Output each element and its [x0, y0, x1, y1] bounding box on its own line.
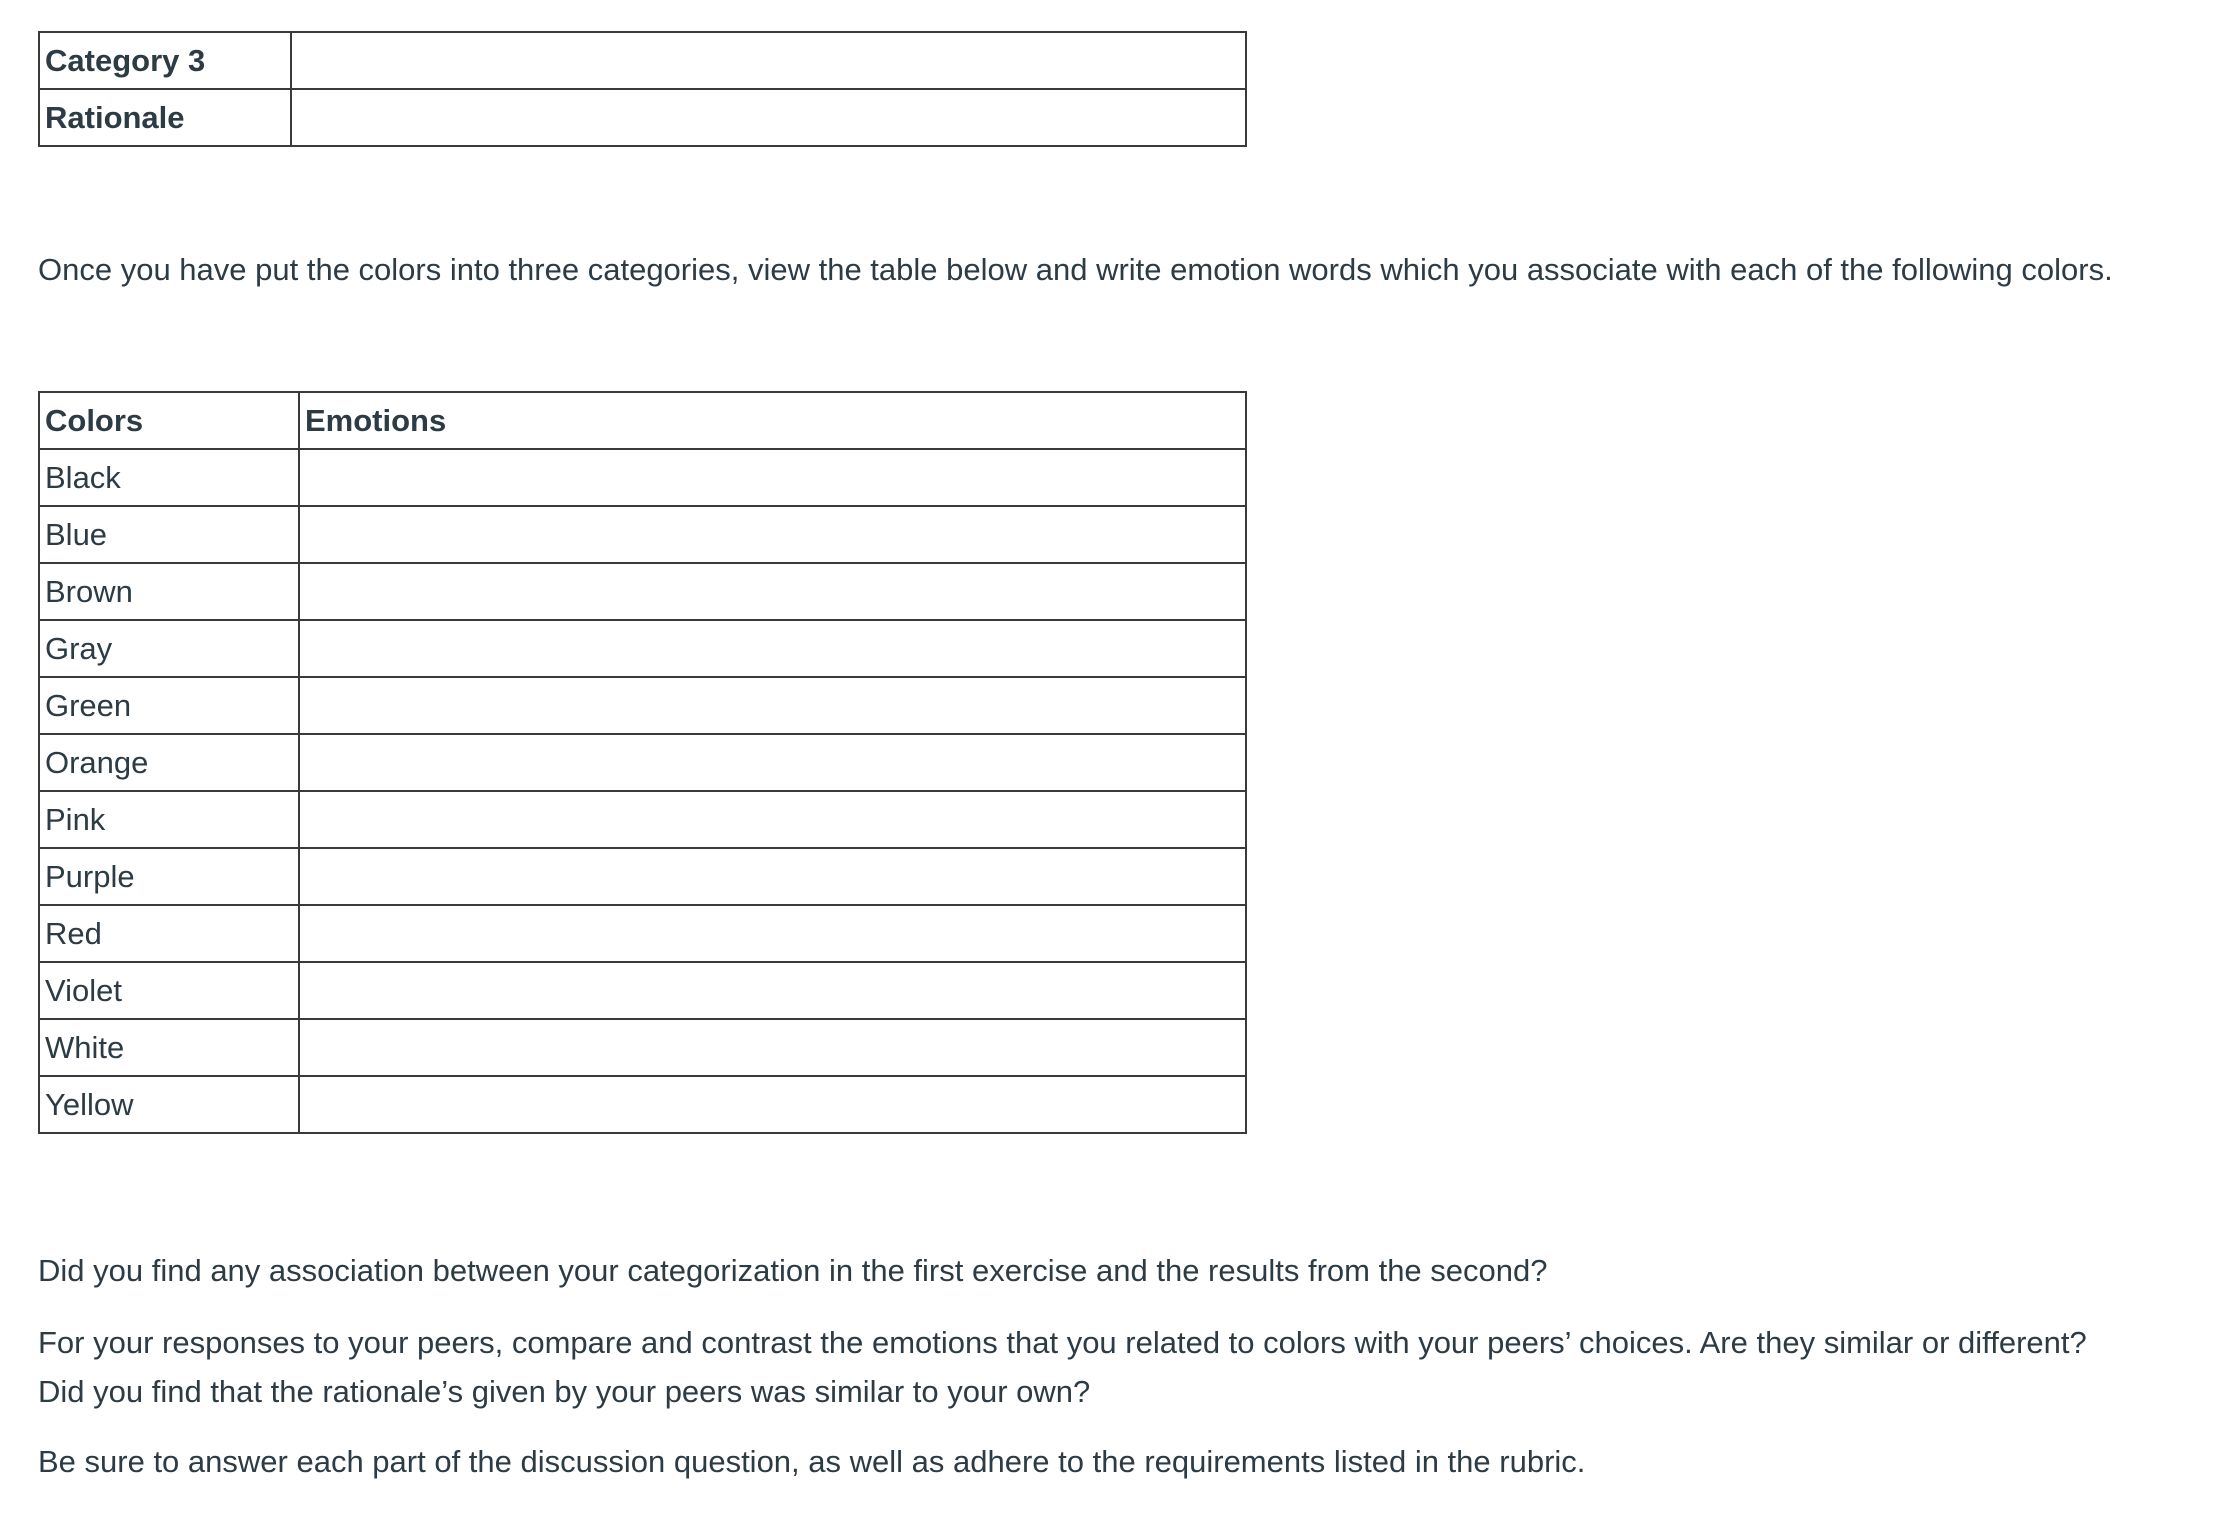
- question-2-line-2: Did you find that the rationale’s given by your peers was similar to your own?: [38, 1374, 1091, 1409]
- color-cell: Purple: [39, 848, 299, 905]
- table-row: [39, 449, 1246, 506]
- emotion-cell: [299, 677, 1246, 734]
- emotion-cell: [299, 620, 1246, 677]
- emotion-cell: [299, 563, 1246, 620]
- table-row: [39, 1019, 1246, 1076]
- color-cell: Black: [39, 449, 299, 506]
- table-row: [39, 905, 1246, 962]
- rationale-label: Rationale: [39, 89, 291, 146]
- table-row: [39, 620, 1246, 677]
- table-header-row: [39, 392, 1246, 449]
- table-row: [39, 506, 1246, 563]
- emotion-cell: [299, 848, 1246, 905]
- color-cell: Gray: [39, 620, 299, 677]
- emotion-cell: [299, 734, 1246, 791]
- table-row: [39, 32, 1246, 89]
- table-row: [39, 677, 1246, 734]
- table-row: [39, 962, 1246, 1019]
- color-cell: Orange: [39, 734, 299, 791]
- emotion-cell: [299, 506, 1246, 563]
- rationale-value: [291, 89, 1246, 146]
- intro-text: Once you have put the colors into three categories, view the table below and write emotion words which you associate with each of the following colors.: [38, 252, 2113, 287]
- question-2-line-1: For your responses to your peers, compare and contrast the emotions that you related to colors with your peers’ choices. Are they similar or different?: [38, 1325, 2087, 1360]
- table-row: [39, 563, 1246, 620]
- question-3: Be sure to answer each part of the discussion question, as well as adhere to the requirements listed in the rubric.: [38, 1444, 1586, 1479]
- question-1: Did you find any association between your categorization in the first exercise and the results from the second?: [38, 1253, 1548, 1288]
- table-row: [39, 1076, 1246, 1133]
- color-cell: Pink: [39, 791, 299, 848]
- table-row: [39, 848, 1246, 905]
- emotion-cell: [299, 791, 1246, 848]
- color-cell: Violet: [39, 962, 299, 1019]
- emotion-cell: [299, 1076, 1246, 1133]
- table-row: [39, 89, 1246, 146]
- color-cell: Red: [39, 905, 299, 962]
- table-row: [39, 791, 1246, 848]
- color-cell: Brown: [39, 563, 299, 620]
- color-cell: Blue: [39, 506, 299, 563]
- colors-header: Colors: [39, 392, 299, 449]
- category-3-value: [291, 32, 1246, 89]
- category-3-label: Category 3: [39, 32, 291, 89]
- emotion-cell: [299, 905, 1246, 962]
- emotion-cell: [299, 449, 1246, 506]
- emotions-table: [38, 391, 1247, 1134]
- emotions-header: Emotions: [299, 392, 1246, 449]
- emotion-cell: [299, 962, 1246, 1019]
- category-table: [38, 31, 1247, 147]
- color-cell: White: [39, 1019, 299, 1076]
- emotion-cell: [299, 1019, 1246, 1076]
- color-cell: Yellow: [39, 1076, 299, 1133]
- table-row: [39, 734, 1246, 791]
- question-2: [38, 1318, 2188, 1416]
- color-cell: Green: [39, 677, 299, 734]
